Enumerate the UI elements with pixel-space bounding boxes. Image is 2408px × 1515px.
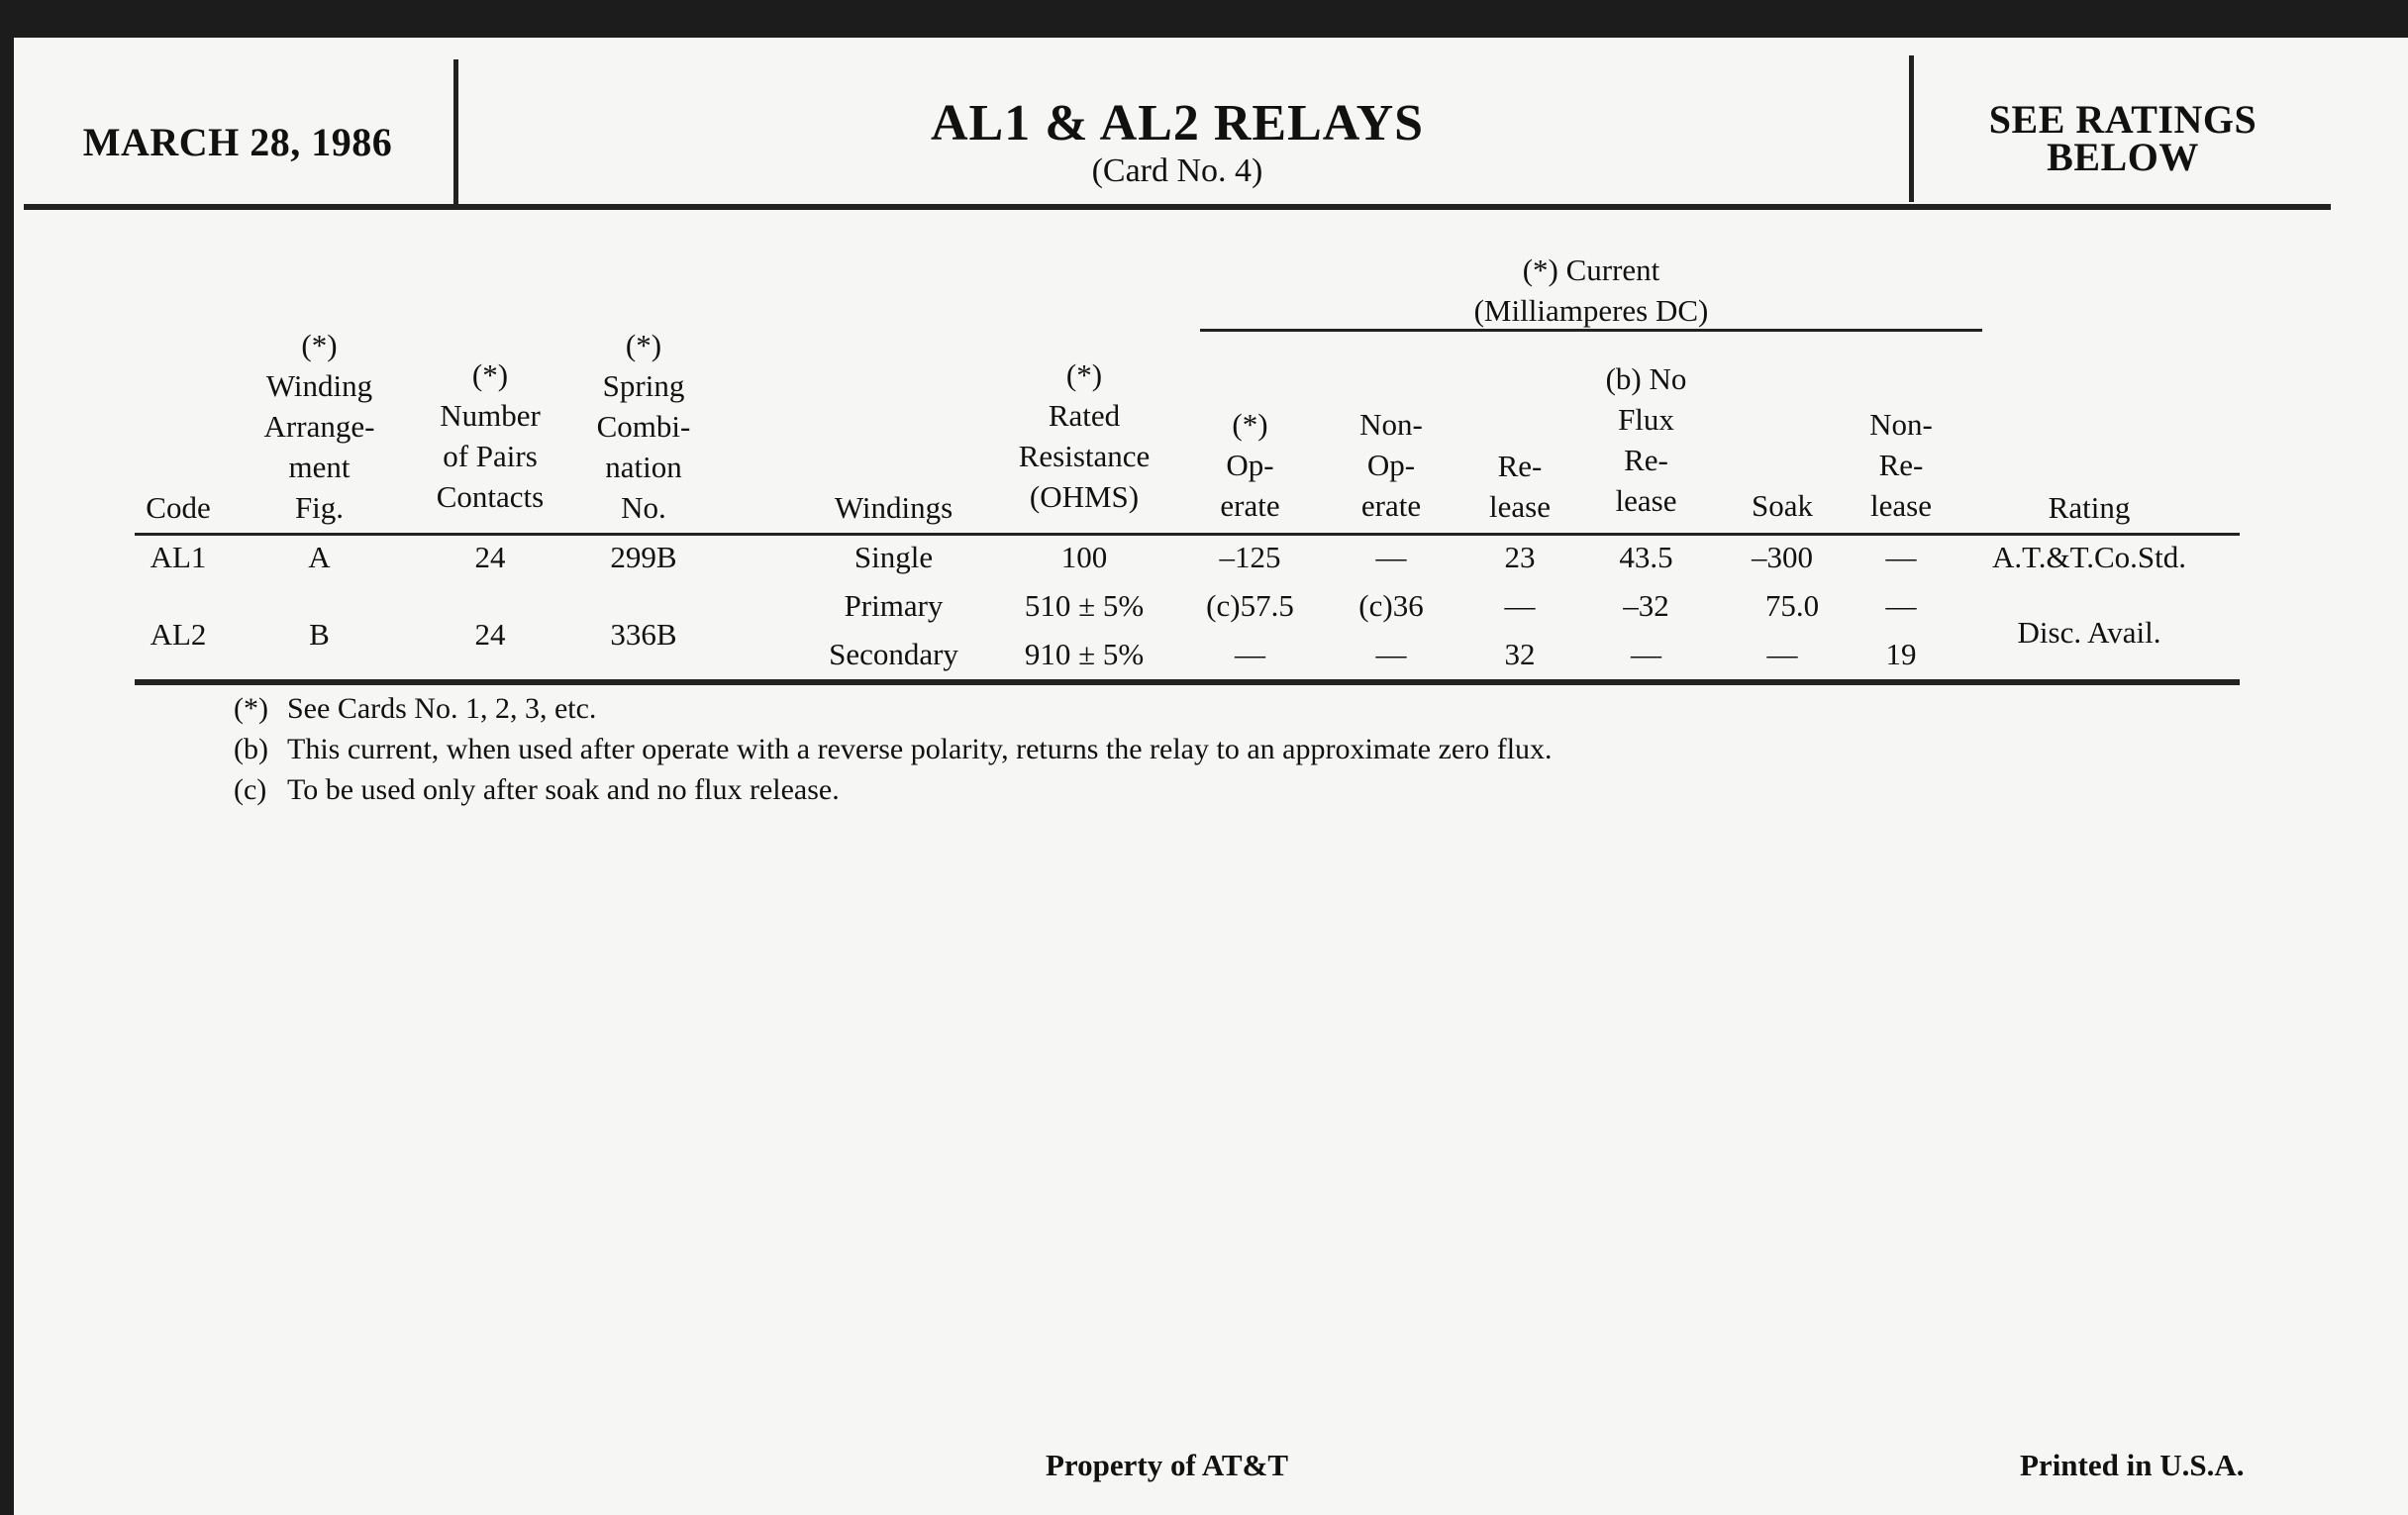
col-header-non-operate — [1332, 404, 1451, 526]
al2-primary-resistance: 510 ± 5% — [1024, 588, 1145, 623]
col-header-release — [1470, 446, 1569, 527]
header-rule — [24, 204, 2331, 210]
al2-secondary-non-operate: — — [1375, 637, 1407, 671]
header-line: Arrange- — [263, 409, 375, 444]
al1-soak: –300 — [1752, 540, 1813, 574]
al1-winding-arrangement: A — [308, 540, 331, 574]
header-line: Non- — [1869, 407, 1933, 442]
header-line: lease — [1489, 489, 1551, 524]
al2-primary-soak: 75.0 — [1764, 588, 1820, 623]
ratings-note-line: SEE RATINGS — [1988, 97, 2258, 142]
header-divider-right — [1909, 55, 1914, 202]
al2-winding-arrangement: B — [309, 617, 330, 652]
col-header-non-release — [1852, 404, 1951, 526]
title-block — [450, 95, 1905, 190]
header-line: No. — [621, 490, 666, 525]
al2-secondary-no-flux-release: — — [1631, 637, 1661, 671]
al2-secondary-operate: — — [1235, 637, 1265, 671]
table-header-rule — [135, 533, 2240, 536]
al1-windings: Single — [853, 540, 934, 574]
al2-spring: 336B — [610, 617, 677, 652]
group-header-line: (Milliamperes DC) — [1473, 293, 1709, 328]
header-line: lease — [1870, 488, 1932, 523]
col-header-resistance — [990, 354, 1178, 517]
al2-primary-release: — — [1504, 588, 1536, 623]
header-line: of Pairs — [443, 439, 538, 473]
al2-primary-non-release: — — [1885, 588, 1917, 623]
footnote-text: See Cards No. 1, 2, 3, etc. — [287, 692, 597, 725]
header-line: erate — [1220, 488, 1280, 523]
header-line: (OHMS) — [1029, 479, 1140, 514]
header-line: Non- — [1359, 407, 1423, 442]
header-line: Number — [440, 398, 541, 433]
header-line: (*) — [301, 328, 338, 362]
footnote-text: This current, when used after operate with a reverse polarity, returns the relay to an approximate zero flux. — [287, 733, 1553, 765]
header-line: erate — [1360, 488, 1422, 523]
footnote-mark: (c) — [234, 773, 267, 806]
header-line: (*) — [625, 328, 662, 362]
ratings-note-line: BELOW — [2047, 135, 2199, 179]
header-line: (*) — [1065, 357, 1103, 392]
group-header-line: (*) Current — [1522, 252, 1660, 287]
header-line: Re- — [1878, 448, 1924, 482]
al2-pairs: 24 — [474, 617, 506, 652]
footnote-text: To be used only after soak and no flux release. — [287, 773, 840, 806]
al2-primary-non-operate: (c)36 — [1358, 588, 1424, 623]
header-line: Resistance — [1018, 439, 1151, 473]
header-line: (*) — [1232, 407, 1268, 442]
current-group-header — [1200, 250, 1982, 331]
col-header-rating — [1970, 487, 2208, 528]
footer-printed: Printed in U.S.A. — [2020, 1448, 2245, 1482]
footnote-star — [234, 690, 596, 728]
al2-code: AL2 — [150, 617, 207, 652]
col-header-winding-arrangement — [243, 325, 396, 528]
col-header-code — [129, 487, 228, 528]
ratings-note — [1915, 97, 2331, 179]
card-date: MARCH 28, 1986 — [82, 120, 393, 164]
al1-non-operate: — — [1375, 540, 1407, 574]
current-group-rule — [1200, 329, 1982, 332]
header-line: Spring — [602, 368, 685, 403]
al2-secondary-non-release: 19 — [1885, 637, 1917, 671]
footer-property: Property of AT&T — [1046, 1448, 1289, 1482]
header-line: Re- — [1624, 443, 1668, 477]
header-line: Rated — [1048, 398, 1121, 433]
al1-rating: A.T.&T.Co.Std. — [1991, 540, 2187, 574]
header-line: Combi- — [596, 409, 691, 444]
header-line: Op- — [1226, 448, 1274, 482]
al1-spring: 299B — [610, 540, 677, 574]
header-line: (*) — [471, 357, 509, 392]
al2-secondary-release: 32 — [1504, 637, 1536, 671]
table-bottom-rule — [135, 679, 2240, 685]
al1-operate: –125 — [1219, 540, 1281, 574]
al1-non-release: — — [1885, 540, 1917, 574]
al2-primary-windings: Primary — [844, 588, 944, 623]
al2-primary-no-flux-release: –32 — [1623, 588, 1669, 623]
footnote-mark: (b) — [234, 733, 268, 765]
al2-primary-operate: (c)57.5 — [1206, 588, 1294, 623]
footnote-c — [234, 771, 840, 809]
al1-release: 23 — [1504, 540, 1536, 574]
al2-secondary-soak: — — [1766, 637, 1798, 671]
al1-code: AL1 — [150, 540, 207, 574]
header-line: Rating — [2048, 490, 2131, 525]
header-line: nation — [605, 450, 682, 484]
page-title: AL1 & AL2 RELAYS — [930, 95, 1425, 152]
footnote-mark: (*) — [234, 692, 268, 725]
header-line: Windings — [834, 490, 953, 525]
header-line: Contacts — [436, 479, 545, 514]
al1-pairs: 24 — [474, 540, 506, 574]
header-line: ment — [288, 450, 351, 484]
header-line: (b) No — [1605, 361, 1687, 396]
header-line: Re- — [1497, 449, 1543, 483]
header-line: Flux — [1618, 402, 1674, 437]
al1-no-flux-release: 43.5 — [1619, 540, 1673, 574]
col-header-operate — [1188, 404, 1312, 526]
header-line: lease — [1615, 483, 1677, 518]
header-line: Winding — [265, 368, 373, 403]
footnote-b — [234, 731, 1553, 768]
al2-secondary-resistance: 910 ± 5% — [1024, 637, 1145, 671]
al2-secondary-windings: Secondary — [829, 637, 958, 671]
al2-rating: Disc. Avail. — [2017, 615, 2161, 650]
col-header-windings — [812, 487, 975, 528]
header-line: Op- — [1366, 448, 1416, 482]
header-line: Code — [146, 490, 211, 525]
col-header-soak — [1728, 485, 1837, 526]
header-line: Soak — [1752, 488, 1813, 523]
col-header-pairs — [411, 354, 569, 517]
header-line: Fig. — [294, 490, 345, 525]
col-header-no-flux-release — [1584, 358, 1708, 521]
card-number: (Card No. 4) — [1091, 152, 1263, 189]
col-header-spring — [574, 325, 713, 528]
al1-resistance: 100 — [1060, 540, 1108, 574]
